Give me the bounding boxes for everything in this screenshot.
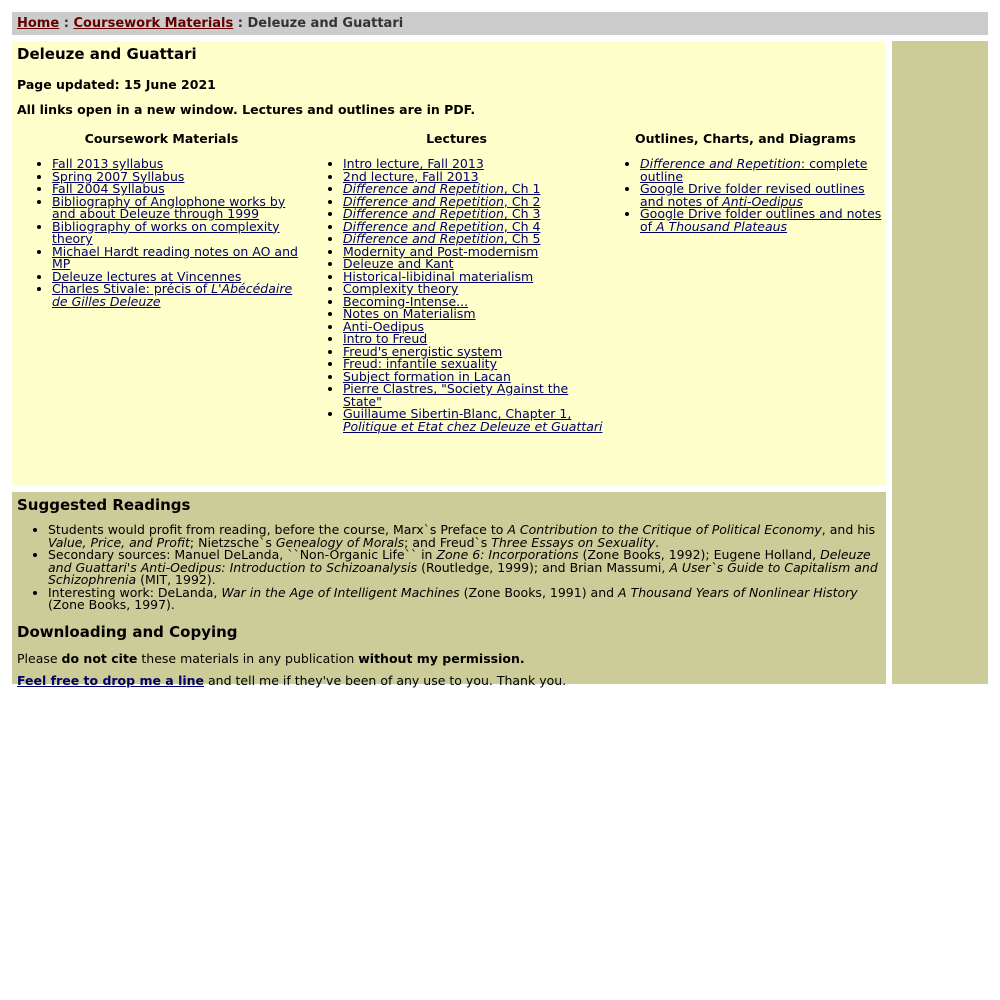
right-sidebar — [892, 41, 988, 684]
reading-title: Three Essays on Sexuality — [491, 534, 656, 550]
list-item — [343, 408, 605, 433]
reading-title: Zone 6: Incorporations — [436, 547, 579, 562]
link-text: , Ch 1 — [503, 181, 541, 196]
downloading-heading: Downloading and Copying — [17, 622, 238, 641]
list-item — [52, 243, 306, 271]
reading-title: A User`s Guide to Capitalism and Schizophrenia — [48, 559, 878, 587]
link-text-italic: Anti-Oedipus — [722, 193, 803, 209]
list-item — [640, 208, 886, 233]
link-text: , Ch 5 — [503, 231, 541, 246]
contact-notice — [17, 673, 881, 688]
outlines-heading: Outlines, Charts, and Diagrams — [635, 131, 856, 146]
lecture-link[interactable] — [343, 406, 602, 434]
link-text: , Ch 4 — [503, 218, 541, 234]
cite-emphasis: do not cite — [61, 650, 138, 666]
coursework-link[interactable]: Michael Hardt reading notes on AO and MP — [52, 243, 298, 271]
lecture-link[interactable]: Notes on Materialism — [343, 306, 476, 321]
breadcrumb-separator: : — [59, 16, 74, 31]
link-text-italic: L'Abécédaire de Gilles Deleuze — [52, 281, 293, 309]
link-text-italic: Difference and Repetition — [640, 156, 801, 171]
lecture-link[interactable]: Modernity and Post-modernism — [343, 243, 539, 259]
contact-text: and tell me if they've been of any use to you. Thank you. — [204, 672, 567, 688]
reading-text: (Zone Books, 1997). — [48, 597, 175, 612]
link-text-italic: Difference and Repetition — [343, 193, 504, 209]
link-text-italic: Difference and Repetition — [343, 181, 504, 196]
coursework-link[interactable]: Bibliography of works on complexity theory — [52, 218, 280, 246]
cite-notice — [17, 651, 881, 666]
suggested-readings-heading: Suggested Readings — [17, 496, 191, 514]
cite-text: these materials in any publication — [137, 650, 359, 666]
reading-text: ; and Freud`s — [404, 534, 492, 550]
breadcrumb-separator: : — [233, 16, 248, 31]
lower-panel — [12, 492, 886, 688]
lecture-link[interactable]: Anti-Oedipus — [343, 318, 425, 334]
coursework-link[interactable] — [52, 281, 292, 309]
lecture-link[interactable]: 2nd lecture, Fall 2013 — [343, 168, 479, 184]
reading-text: Students would profit from reading, before the course, Marx`s Preface to — [48, 522, 508, 537]
readings-list — [17, 524, 881, 612]
link-columns — [12, 131, 886, 433]
link-text-italic: Difference and Repetition — [343, 231, 504, 246]
lectures-list — [308, 158, 605, 433]
breadcrumb — [12, 12, 988, 35]
reading-text: . — [655, 534, 660, 550]
breadcrumb-current: Deleuze and Guattari — [247, 16, 404, 31]
lecture-link[interactable]: Pierre Clastres, "Society Against the State" — [343, 381, 569, 409]
breadcrumb-home-link[interactable]: Home — [17, 16, 60, 31]
link-text: Charles Stivale: précis of — [52, 281, 212, 296]
page-title: Deleuze and Guattari — [17, 45, 197, 63]
coursework-link[interactable]: Bibliography of Anglophone works by and about Deleuze through 1999 — [52, 193, 286, 221]
reading-text: (Zone Books, 1992); Eugene Holland, — [578, 547, 821, 562]
lecture-link[interactable]: Historical-libidinal materialism — [343, 268, 534, 284]
lecture-link[interactable]: Complexity theory — [343, 281, 459, 296]
coursework-link[interactable]: Fall 2013 syllabus — [52, 156, 164, 171]
lecture-link[interactable]: Subject formation in Lacan — [343, 368, 511, 384]
contact-link[interactable]: Feel free to drop me a line — [17, 672, 205, 688]
coursework-link[interactable]: Spring 2007 Syllabus — [52, 168, 185, 184]
link-text: , Ch 3 — [503, 206, 541, 221]
lectures-column — [306, 131, 605, 433]
reading-title: Genealogy of Morals — [275, 534, 405, 550]
link-text: Google Drive folder revised outlines and notes of — [640, 181, 865, 209]
link-text-italic: Difference and Repetition — [343, 206, 504, 221]
lectures-heading: Lectures — [426, 131, 487, 146]
reading-text: (Zone Books, 1991) and — [459, 584, 619, 600]
link-text-italic: A Thousand Plateaus — [656, 218, 788, 234]
outline-link[interactable] — [640, 181, 865, 209]
link-text-italic: Difference and Repetition — [343, 218, 504, 234]
cite-emphasis: without my permission. — [358, 650, 525, 666]
lecture-link[interactable]: Deleuze and Kant — [343, 256, 454, 271]
coursework-list — [17, 158, 306, 308]
list-item — [52, 283, 306, 308]
lecture-link[interactable]: Intro to Freud — [343, 331, 428, 346]
reading-text: (MIT, 1992). — [136, 572, 216, 587]
list-item — [52, 218, 306, 246]
reading-text: (Routledge, 1999); and Brian Massumi, — [417, 559, 670, 575]
coursework-column — [12, 131, 306, 433]
reading-text: ; Nietzsche`s — [189, 534, 276, 550]
reading-text: Secondary sources: Manuel DeLanda, ``Non-Organic Life`` in — [48, 547, 437, 562]
list-item — [640, 158, 886, 183]
outlines-column — [605, 131, 886, 433]
reading-title: Value, Price, and Profit — [48, 534, 190, 550]
reading-text: Interesting work: DeLanda, — [48, 584, 222, 600]
coursework-link[interactable]: Fall 2004 Syllabus — [52, 181, 165, 196]
link-text: : complete outline — [640, 156, 868, 184]
list-item — [640, 183, 886, 208]
reading-item — [48, 549, 881, 587]
page-updated: Page updated: 15 June 2021 — [17, 77, 216, 92]
lecture-link[interactable]: Freud: infantile sexuality — [343, 356, 497, 371]
cite-text: Please — [17, 650, 62, 666]
outline-link[interactable] — [640, 156, 868, 184]
link-text: Guillaume Sibertin-Blanc, Chapter 1, — [343, 406, 572, 421]
lecture-link[interactable]: Becoming-Intense... — [343, 293, 469, 309]
reading-title: A Thousand Years of Nonlinear History — [618, 584, 858, 600]
reading-text: , and his — [821, 522, 876, 537]
reading-title: Deleuze and Guattari's Anti-Oedipus: Introduction to Schizoanalysis — [48, 547, 871, 575]
reading-title: A Contribution to the Critique of Political Economy — [507, 522, 822, 537]
links-note: All links open in a new window. Lectures and outlines are in PDF. — [17, 102, 476, 117]
reading-item — [48, 524, 881, 549]
lecture-link[interactable]: Intro lecture, Fall 2013 — [343, 156, 484, 171]
breadcrumb-coursework-link[interactable]: Coursework Materials — [73, 16, 234, 31]
link-text-italic: Politique et Etat chez Deleuze et Guattari — [343, 418, 603, 434]
main-panel — [12, 41, 886, 486]
coursework-heading: Coursework Materials — [84, 131, 239, 146]
outline-link[interactable] — [640, 206, 881, 234]
reading-title: War in the Age of Intelligent Machines — [221, 584, 460, 600]
lecture-link[interactable]: Freud's energistic system — [343, 343, 503, 359]
link-text: , Ch 2 — [503, 193, 541, 209]
reading-item — [48, 584, 881, 612]
link-text: Google Drive folder outlines and notes of — [640, 206, 882, 234]
list-item — [343, 383, 605, 408]
list-item — [52, 193, 306, 221]
outlines-list — [605, 158, 886, 233]
coursework-link[interactable]: Deleuze lectures at Vincennes — [52, 268, 242, 284]
